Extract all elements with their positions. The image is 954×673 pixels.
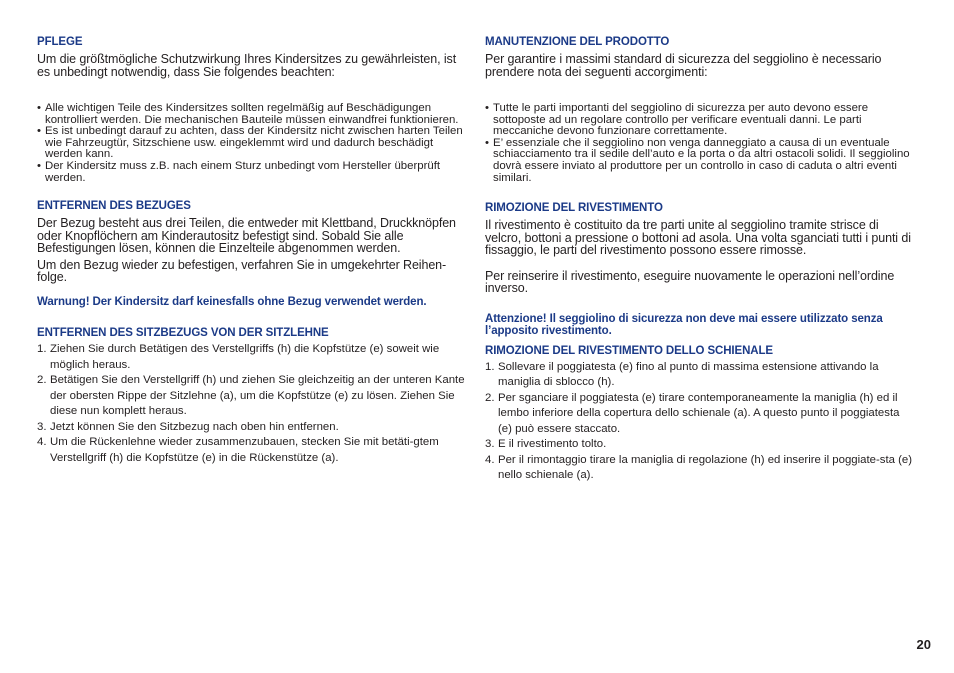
step-text: Ziehen Sie durch Betätigen des Verstellgriffs (h) die Kopfstütze (e) soweit wie möglich heraus.	[50, 343, 440, 371]
heading-manutenzione: MANUTENZIONE DEL PRODOTTO	[485, 36, 670, 48]
step-number: 2.	[37, 374, 47, 387]
step-text: Um die Rückenlehne wieder zusammenzubauen, stecken Sie mit betäti-gtem Verstellgriff (h) die Kopfstütze (e) in die Rückenstütze (a).	[50, 436, 439, 464]
sitzbezug-steps	[37, 342, 467, 466]
heading-rimozione: RIMOZIONE DEL RIVESTIMENTO	[485, 202, 663, 215]
list-item: • Tutte le parti importanti del seggiolino di sicurezza per auto devono essere sottoposte ad un regolare controllo per verificare eventuali danni. Le parti meccaniche devono funzionare correttamente.	[485, 103, 915, 138]
list-item	[37, 373, 467, 420]
heading-entfernen-bezug: ENTFERNEN DES BEZUGES	[37, 200, 191, 213]
step-number: 4.	[485, 453, 495, 466]
rimozione-paragraph-2: Per reinserire il rivestimento, eseguire nuovamente le operazioni nell’ordine inverso.	[485, 268, 895, 296]
step-text: Per sganciare il poggiatesta (e) tirare contemporaneamente la maniglia (h) ed il lembo inferiore della copertura dello schienale (a). A questo punto il poggiatesta (e) può essere staccato.	[498, 391, 900, 435]
list-item	[37, 420, 467, 436]
list-item	[37, 342, 467, 373]
step-number: 1.	[37, 343, 47, 356]
step-number: 1.	[485, 360, 495, 373]
list-item	[37, 435, 467, 466]
heading-sitzbezug: ENTFERNEN DES SITZBEZUGS VON DER SITZLEHNE	[37, 327, 329, 340]
step-text: Sollevare il poggiatesta (e) fino al punto di massima estensione attivando la maniglia di sblocco (h).	[498, 360, 879, 389]
entfernen-paragraph-1: Der Bezug besteht aus drei Teilen, die entweder mit Klettband, Druckknöpfen oder Knopflöchern am Kinderautositz befestigt sind. Sobald Sie alle Befestigungen lösen, können die Einzelteile abgenommen werden.	[37, 216, 456, 256]
list-item: • Es ist unbedingt darauf zu achten, dass der Kindersitz nicht zwischen harten Teilen wie Fahrzeugtür, Sitzschiene usw. eingeklemmt wird und dadurch beschädigt werden kann.	[37, 126, 467, 161]
schienale-steps	[485, 360, 915, 484]
warning-text-it: Attenzione! Il seggiolino di sicurezza non deve mai essere utilizzato senza l’apposito rivestimento.	[485, 312, 883, 338]
rimozione-paragraph-1: Il rivestimento è costituito da tre parti unite al seggiolino tramite strisce di velcro, bottoni a pressione o bottoni ad asola. Una volta sganciati tutti i punti di fissaggio, le parti del rivestimento possono essere rimosse.	[485, 218, 911, 258]
list-item: • E’ essenziale che il seggiolino non venga danneggiato a causa di un eventuale schiacciamento tra il sedile dell’auto e la porta o da altri ostacoli solidi. Il seggiolino dovrà essere inviato al produttore per un controllo in caso di caduta o altri eventi similari.	[485, 138, 915, 184]
step-text: Betätigen Sie den Verstellgriff (h) und ziehen Sie gleichzeitig an der unteren Kante der obersten Rippe der Sitzlehne (a), um die Kopfstütze (e) zu lösen. Ziehen Sie diese nun komplett heraus.	[50, 374, 465, 418]
entfernen-paragraph-2: Um den Bezug wieder zu befestigen, verfahren Sie in umgekehrter Reihen-folge.	[37, 257, 447, 285]
right-column	[485, 35, 915, 484]
list-item	[485, 437, 915, 453]
heading-schienale: RIMOZIONE DEL RIVESTIMENTO DELLO SCHIENALE	[485, 344, 774, 357]
step-number: 3.	[485, 438, 495, 451]
list-item	[485, 391, 915, 438]
step-text: E il rivestimento tolto.	[498, 438, 607, 451]
list-item: • Alle wichtigen Teile des Kindersitzes sollten regelmäßig auf Beschädigungen kontrolliert werden. Die mechanischen Bauteile müssen einwandfrei funktionieren.	[37, 103, 467, 126]
manutenzione-bullet-list	[485, 103, 915, 184]
step-number: 2.	[485, 391, 495, 404]
step-number: 4.	[37, 436, 47, 449]
list-item: • Der Kindersitz muss z.B. nach einem Sturz unbedingt vom Hersteller überprüft werden.	[37, 161, 467, 184]
step-text: Per il rimontaggio tirare la maniglia di regolazione (h) ed inserire il poggiate-sta (e) nello schienale (a).	[498, 453, 913, 482]
list-item	[485, 360, 915, 391]
pflege-intro: Um die größtmögliche Schutzwirkung Ihres Kindersitzes zu gewährleisten, ist es unbedingt notwendig, dass Sie folgendes beachten:	[37, 52, 457, 79]
left-column	[37, 35, 467, 466]
step-text: Jetzt können Sie den Sitzbezug nach oben hin entfernen.	[50, 420, 339, 433]
warning-text-de: Warnung! Der Kindersitz darf keinesfalls ohne Bezug verwendet werden.	[37, 295, 427, 308]
manutenzione-intro: Per garantire i massimi standard di sicurezza del seggiolino è necessario prendere nota dei seguenti accorgimenti:	[485, 52, 882, 79]
step-number: 3.	[37, 420, 47, 433]
list-item	[485, 453, 915, 484]
pflege-bullet-list	[37, 103, 467, 184]
page-number: 20	[916, 637, 931, 652]
heading-pflege: PFLEGE	[37, 36, 83, 48]
